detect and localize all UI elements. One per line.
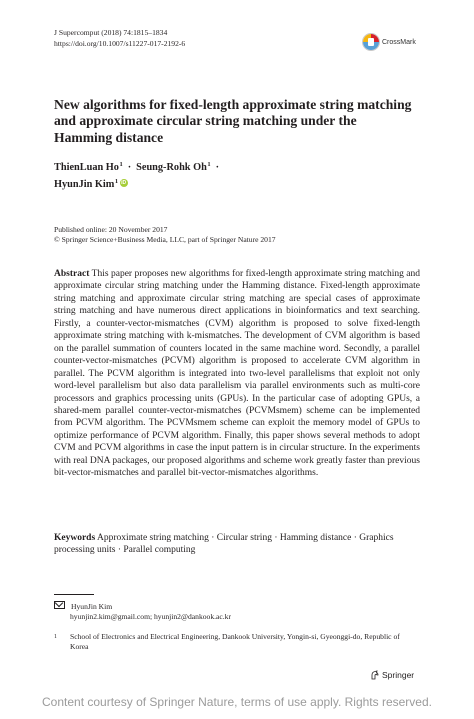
author-name: Seung-Rohk Oh: [136, 162, 207, 173]
paper-title: New algorithms for fixed-length approximate string matching and approximate circular string matching under the Hamming distance: [54, 97, 412, 145]
footer-notice: Content courtesy of Springer Nature, terms of use apply. Rights reserved.: [42, 695, 432, 709]
orcid-icon[interactable]: [120, 179, 128, 187]
keywords-text: Approximate string matching · Circular string · Hamming distance · Graphics processing units · Parallel computing: [54, 533, 394, 556]
doi-link[interactable]: https://doi.org/10.1007/s11227-017-2192-6: [54, 38, 186, 48]
keywords: [54, 532, 420, 557]
publisher-name: Springer: [382, 670, 415, 680]
crossmark-icon: [362, 33, 380, 51]
contact-emails[interactable]: hyunjin2.kim@gmail.com; hyunjin2@dankook.ac.kr: [70, 612, 231, 622]
journal-citation: J Supercomput (2018) 74:1815–1834: [54, 28, 168, 37]
publisher-logo: [370, 670, 414, 680]
footnote-divider: [54, 594, 94, 595]
keywords-label: Keywords: [54, 533, 96, 543]
crossmark-badge[interactable]: [362, 33, 416, 51]
affiliation-number: 1: [54, 634, 57, 640]
envelope-icon: [54, 601, 65, 609]
author-separator: ·: [215, 162, 220, 173]
contact-name: HyunJin Kim: [71, 602, 113, 611]
abstract-label: Abstract: [54, 269, 90, 279]
journal-header: [54, 28, 185, 49]
copyright-notice: © Springer Science+Business Media, LLC, part of Springer Nature 2017: [54, 235, 276, 245]
author-name: HyunJin Kim: [54, 178, 115, 190]
springer-horse-icon: [370, 670, 380, 680]
affiliation: [54, 632, 410, 652]
affiliation-text: School of Electronics and Electrical Engineering, Dankook University, Yongin-si, Gyeonggi-do, Republic of Korea: [70, 632, 400, 652]
author-affiliation-mark: 1: [114, 177, 119, 185]
author-list: [54, 158, 224, 192]
abstract-text: This paper proposes new algorithms for fixed-length approximate string matching and approximate circular string matching under the Hamming distance. Fixed-length approximate string matching and approximate circular string matching are special cases of approximate string matching and have numerous direct applications in bioinformatics and text searching. Firstly, a counter-vector-mismatches (CVM) algorithm is proposed to solve fixed-length approximate string matching with k-mismatches. The development of CVM algorithm is based on the parallel summation of counters located in the same machine word. Secondly, a parallel counter-vector-mismatches (PCVM) algorithm is proposed to accelerate CVM algorithm in parallel. The PCVM algorithm is integrated into two-level parallelisms that exploit not only word-level parallelism but also data parallelism via parallel environments such as multi-core processors and graphics processing units (GPUs). In the particular case of adopting GPUs, a shared-mem parallel counter-vector-mismatches (PCVMsmem) scheme can be implemented from PCVM algorithm. The PCVMsmem scheme can exploit the memory model of GPUs to optimize performance of PCVM algorithm. Finally, this paper shows several methods to adopt CVM and PCVM algorithms in case the input pattern is in circular structure. In the experiments with real DNA packages, our proposed algorithms and scheme work greatly faster than previous bit-vector-mismatches and parallel bit-vector-mismatches algorithms.: [54, 269, 420, 479]
author-separator: ·: [127, 162, 132, 173]
author-affiliation-mark: 1: [207, 161, 211, 168]
published-date: Published online: 20 November 2017: [54, 225, 168, 234]
crossmark-label: CrossMark: [382, 38, 416, 46]
corresponding-author: [54, 601, 231, 622]
publication-info: [54, 225, 276, 245]
author-name: ThienLuan Ho: [54, 162, 119, 173]
author-affiliation-mark: 1: [119, 161, 123, 168]
abstract: [54, 268, 420, 480]
